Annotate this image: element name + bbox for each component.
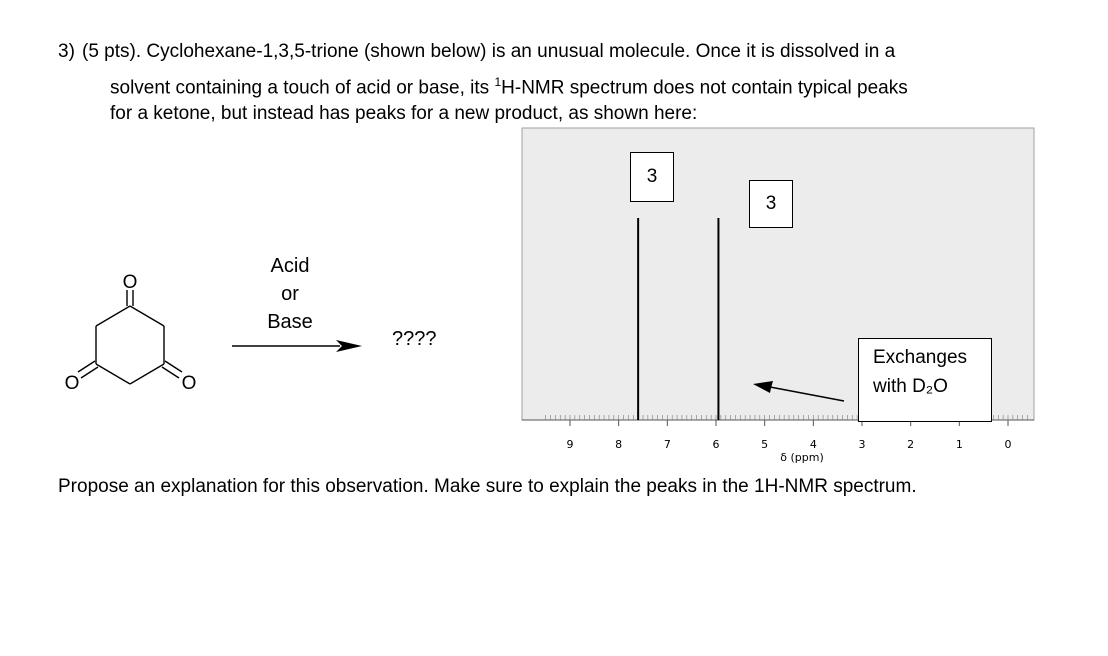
explanation-prompt: Propose an explanation for this observation. Make sure to explain the peaks in the 1H-NMR spectrum.: [58, 476, 917, 497]
integration-value-1: 3: [646, 166, 658, 187]
tick-label-4: 4: [809, 438, 817, 451]
major-ticks: [567, 420, 1012, 451]
cyclohexanetrione-structure: [62, 268, 222, 408]
tick-label-8: 8: [615, 438, 623, 451]
tick-label-6: 6: [712, 438, 720, 451]
line2-part-b: H-NMR spectrum does not contain typical peaks: [501, 77, 908, 99]
tick-label-9: 9: [566, 438, 574, 451]
line2-part-a: solvent containing a touch of acid or base, its: [110, 77, 495, 99]
exchange-annotation-box: [858, 338, 992, 422]
integration-box-2: [749, 180, 793, 228]
superscript-one: 1: [494, 75, 502, 89]
condition-acid: Acid: [270, 255, 310, 277]
tick-label-3: 3: [858, 438, 866, 451]
tick-label-0: 0: [1004, 438, 1012, 451]
annotation-line-1: Exchanges: [873, 347, 968, 368]
reaction-arrow-group: [225, 250, 370, 360]
oxygen-left: O: [64, 373, 80, 394]
oxygen-top: O: [122, 272, 138, 293]
reaction-arrow: [225, 250, 370, 360]
unknown-product: ????: [392, 328, 437, 350]
tick-label-5: 5: [761, 438, 769, 451]
condition-or: or: [281, 283, 299, 305]
integration-box-1: [630, 152, 674, 202]
oxygen-right: O: [181, 373, 197, 394]
integration-value-2: 3: [765, 193, 777, 214]
tick-label-2: 2: [907, 438, 915, 451]
question-line-1: (5 pts). Cyclohexane-1,3,5-trione (shown below) is an unusual molecule. Once it is dissolved in a: [82, 41, 896, 62]
condition-base: Base: [267, 311, 313, 333]
question-line-3: for a ketone, but instead has peaks for a new product, as shown here:: [110, 103, 698, 124]
annotation-line-2: with D₂O: [873, 376, 948, 397]
tick-label-7: 7: [663, 438, 671, 451]
x-axis-label: δ (ppm): [780, 451, 824, 464]
nmr-spectrum: [520, 126, 1040, 471]
question-number: 3): [58, 41, 75, 62]
tick-label-1: 1: [955, 438, 963, 451]
